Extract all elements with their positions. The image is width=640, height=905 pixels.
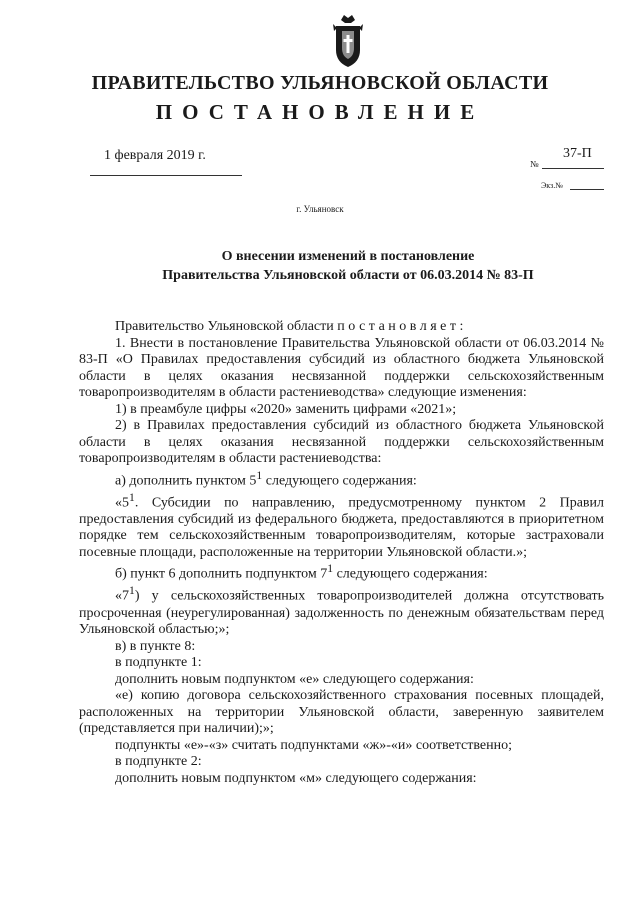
paragraph: дополнить новым подпунктом «м» следующего содержания: <box>115 770 477 786</box>
document-heading <box>90 247 606 285</box>
copy-number-label: Экз.№ <box>541 181 563 190</box>
heading-line-2: Правительства Ульяновской области от 06.03.2014 № 83-П <box>162 268 534 283</box>
paragraph: а) дополнить пунктом $5^1$ следующего содержания: <box>115 468 417 489</box>
paragraph: 2) в Правилах предоставления субсидий из областного бюджета Ульяновской области в целях оказания несвязанной поддержки сельскохозяйственным товаропроизводителям в области растениеводства: <box>79 418 604 466</box>
coat-of-arms-icon <box>331 14 365 68</box>
heading-line-1: О внесении изменений в постановление <box>221 249 475 264</box>
paragraph: Правительство Ульяновской области постановляет: <box>115 319 467 334</box>
paragraph: 1. Внести в постановление Правительства Ульяновской области от 06.03.2014 № 83-П «О Правилах предоставления субсидий из областного бюджета Ульяновской области в целях оказания несвязанной поддержки сельскохозяйственным товаропроизводителям в области растениеводства» следующие изменения: <box>79 335 604 400</box>
copy-number-underline <box>570 189 604 190</box>
paragraph: «$5^1$. Субсидии по направлению, предусмотренному пунктом 2 Правил предоставления субсидий из федерального бюджета, предоставляются в приоритетном порядке тем сельскохозяйственным товаропроизводителям, которые застраховали посевные площади, расположенные на территории Ульяновской области.»; <box>79 490 604 560</box>
document-type-title: ПОСТАНОВЛЕНИЕ <box>155 100 485 124</box>
paragraph: в подпункте 1: <box>115 655 202 671</box>
paragraph: в подпункте 2: <box>115 754 202 770</box>
paragraph: 1) в преамбуле цифры «2020» заменить цифрами «2021»; <box>115 401 457 417</box>
sparse-word: постановляет: <box>337 319 467 334</box>
document-body <box>79 319 604 787</box>
city-name: г. Ульяновск <box>296 204 344 214</box>
paragraph: подпункты «е»-«з» считать подпунктами «ж»-«и» соответственно; <box>115 737 512 753</box>
document-date: 1 февраля 2019 г. <box>104 148 206 163</box>
number-label: № <box>530 159 539 169</box>
document-number: 37-П <box>563 146 592 161</box>
number-underline <box>542 168 604 169</box>
paragraph: «е) копию договора сельскохозяйственного страхования посевных площадей, расположенных на территории Ульяновской области, заверенную заявителем (представляется при наличии);»; <box>79 688 604 737</box>
date-underline <box>90 175 242 176</box>
paragraph: б) пункт 6 дополнить подпунктом $7^1$ следующего содержания: <box>115 562 488 582</box>
paragraph: в) в пункте 8: <box>115 638 196 654</box>
paragraph: «$7^1$) у сельскохозяйственных товаропроизводителей должна отсутствовать просроченная (неурегулированная) задолженность по денежным обязательствам перед Ульяновской областью;»; <box>79 584 604 638</box>
paragraph: дополнить новым подпунктом «е» следующего содержания: <box>115 671 474 687</box>
government-title: ПРАВИТЕЛЬСТВО УЛЬЯНОВСКОЙ ОБЛАСТИ <box>91 72 549 94</box>
